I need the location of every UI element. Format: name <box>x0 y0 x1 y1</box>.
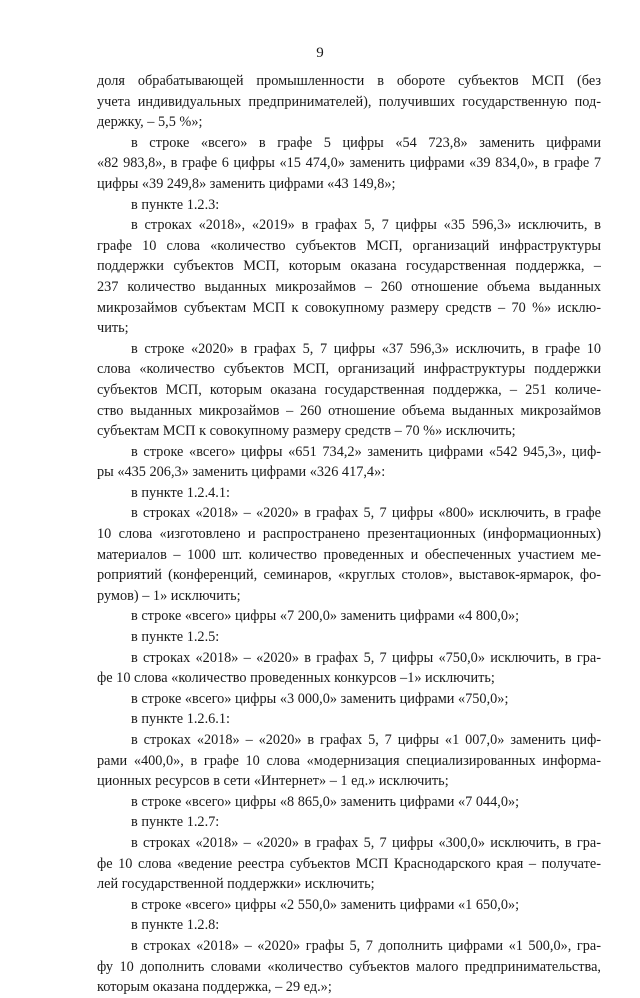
text-line: ство выданных микрозаймов – 260 отношение объема выданных микрозаймов <box>97 402 601 419</box>
text-line: роприятий (конференций, семинаров, «круглых столов», выставок-ярмарок, фо- <box>97 567 601 584</box>
text-line: материалов – 1000 шт. количество проведенных и обеспеченных участием ме- <box>97 546 601 563</box>
text-line: ционных ресурсов в сети «Интернет» – 1 ед.» исключить; <box>97 773 449 790</box>
text-line: лей государственной поддержки» исключить; <box>97 876 375 893</box>
text-line: 10 слова «изготовлено и распространено презентационных (информационных) <box>97 526 601 543</box>
text-line: которым оказана поддержка, – 29 ед.»; <box>97 979 332 996</box>
text-line: в строке «всего» цифры «651 734,2» заменить цифрами «542 945,3», циф- <box>131 443 601 460</box>
text-line: в строке «всего» цифры «2 550,0» заменить цифрами «1 650,0»; <box>131 896 520 913</box>
text-line: фу 10 дополнить словами «количество субъектов малого предпринимательства, <box>97 958 601 975</box>
text-line: учета индивидуальных предпринимателей), получивших государственную под- <box>97 93 601 110</box>
text-line: фе 10 слова «количество проведенных конкурсов –1» исключить; <box>97 670 495 687</box>
page-number: 9 <box>316 45 324 61</box>
text-line: фе 10 слова «ведение реестра субъектов МСП Краснодарского края – получате- <box>97 855 601 872</box>
document-body <box>97 71 601 998</box>
text-line: в строке «2020» в графах 5, 7 цифры «37 596,3» исключить, в графе 10 <box>131 340 601 357</box>
text-line: субъектов МСП, которым оказана государственная поддержка, – 251 количе- <box>97 381 601 398</box>
text-line: чить; <box>97 320 129 337</box>
section-heading: в пункте 1.2.3: <box>131 196 220 213</box>
text-line: румов) – 1» исключить; <box>97 587 241 604</box>
text-line: в строках «2018» – «2020» в графах 5, 7 цифры «1 007,0» заменить циф- <box>131 732 601 748</box>
text-line: рами «400,0», в графе 10 слова «модернизация специализированных информа- <box>97 752 601 769</box>
text-line: в строке «всего» цифры «7 200,0» заменить цифрами «4 800,0»; <box>131 608 520 625</box>
section-heading: в пункте 1.2.6.1: <box>131 711 230 728</box>
text-line: в строке «всего» цифры «8 865,0» заменить цифрами «7 044,0»; <box>131 793 520 810</box>
text-line: в строке «всего» цифры «3 000,0» заменить цифрами «750,0»; <box>131 690 509 707</box>
text-line: в строке «всего» в графе 5 цифры «54 723,8» заменить цифрами <box>131 134 601 151</box>
text-line: в строках «2018» – «2020» в графах 5, 7 цифры «750,0» исключить, в гра- <box>131 649 601 666</box>
text-line: графе 10 слова «количество субъектов МСП, организаций инфраструктуры <box>97 237 601 254</box>
text-line: в строках «2018», «2019» в графах 5, 7 цифры «35 596,3» исключить, в <box>131 217 601 234</box>
text-line: в строках «2018» – «2020» в графах 5, 7 цифры «300,0» исключить, в гра- <box>131 834 601 851</box>
section-heading: в пункте 1.2.7: <box>131 814 220 831</box>
text-line: субъектам МСП к совокупному размеру средств – 70 %» исключить; <box>97 423 516 440</box>
text-line: ры «435 206,3» заменить цифрами «326 417,4»: <box>97 464 386 481</box>
text-line: цифры «39 249,8» заменить цифрами «43 149,8»; <box>97 175 396 192</box>
text-line: держку, – 5,5 %»; <box>97 114 203 131</box>
text-line: «82 983,8», в графе 6 цифры «15 474,0» заменить цифрами «39 834,0», в графе 7 <box>97 155 601 172</box>
section-heading: в пункте 1.2.5: <box>131 629 220 646</box>
text-line: в строках «2018» – «2020» в графах 5, 7 цифры «800» исключить, в графе <box>131 505 601 522</box>
text-line: в строках «2018» – «2020» графы 5, 7 дополнить цифрами «1 500,0», гра- <box>131 937 601 954</box>
text-line: 237 количество выданных микрозаймов – 260 отношение объема выданных <box>97 278 601 295</box>
section-heading: в пункте 1.2.4.1: <box>131 484 230 501</box>
text-line: микрозаймов субъектам МСП к совокупному размеру средств – 70 %» исклю- <box>97 299 601 316</box>
text-line: доля обрабатывающей промышленности в обороте субъектов МСП (без <box>97 73 601 89</box>
text-line: слова «количество субъектов МСП, организаций инфраструктуры поддержки <box>97 361 601 378</box>
section-heading: в пункте 1.2.8: <box>131 917 220 934</box>
text-line: поддержки субъектов МСП, которым оказана государственная поддержка, – <box>97 258 601 275</box>
